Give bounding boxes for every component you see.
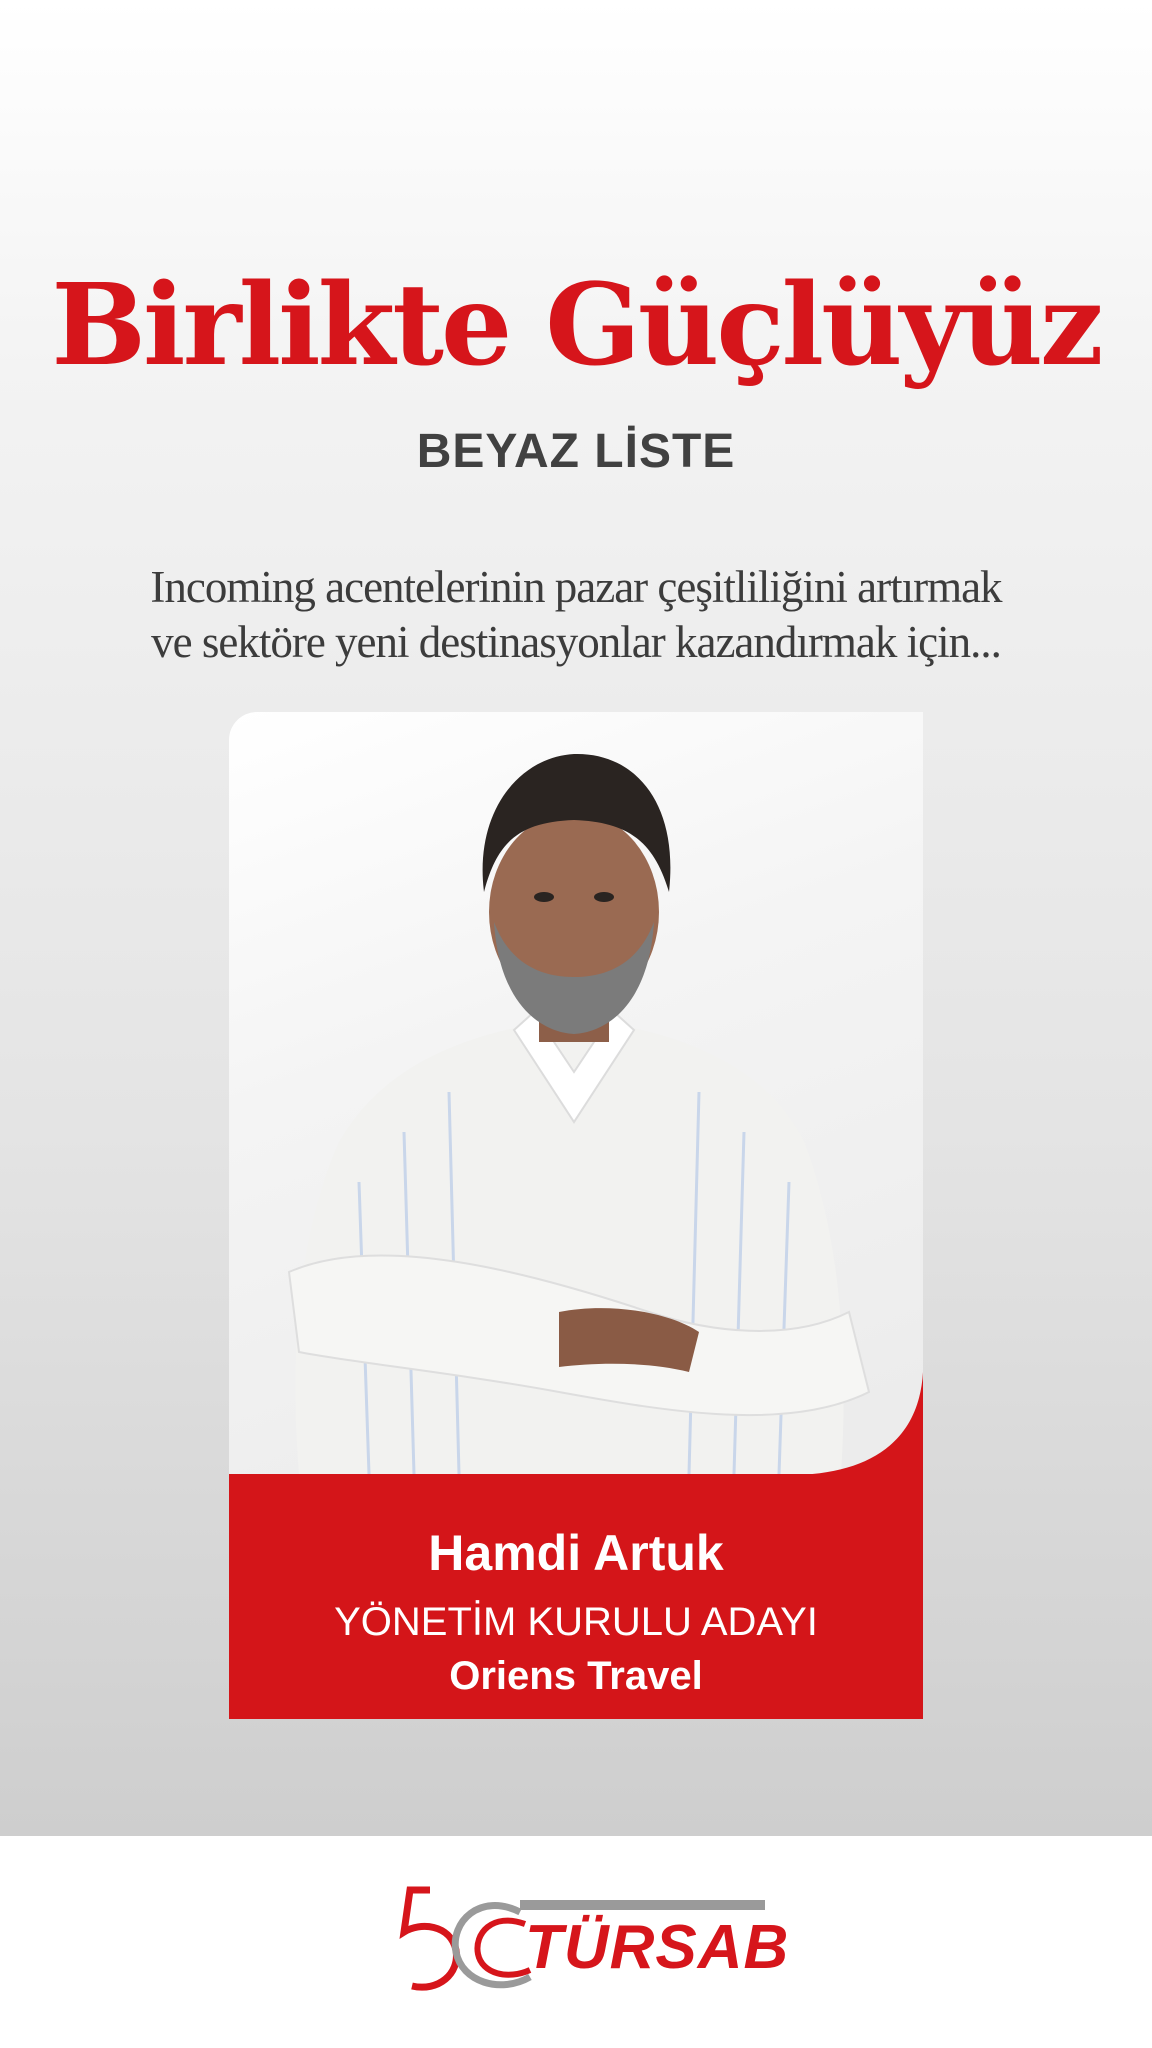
candidate-info-panel: [229, 1474, 923, 1719]
tursab-logo: [390, 1882, 790, 2002]
card-corner-curve: [789, 1372, 923, 1475]
tagline-line-1: Incoming acentelerinin pazar çeşitliliğini artırmak: [150, 562, 1002, 612]
candidate-role: YÖNETİM KURULU ADAYI: [334, 1600, 818, 1644]
subheadline: BEYAZ LİSTE: [416, 425, 736, 478]
tagline: [90, 560, 1062, 670]
headline: Birlikte Güçlüyüz: [51, 260, 1101, 391]
candidate-card: [229, 712, 923, 1719]
candidate-photo: [229, 712, 923, 1474]
footer: [0, 1836, 1152, 2048]
candidate-name: Hamdi Artuk: [428, 1525, 724, 1581]
logo-bar: [520, 1900, 765, 1910]
candidate-company: Oriens Travel: [449, 1654, 703, 1698]
logo-text: TÜRSAB: [525, 1913, 790, 1982]
logo-50-mark: [390, 1882, 540, 2002]
tagline-line-2: ve sektöre yeni destinasyonlar kazandırmak için...: [151, 617, 1001, 667]
